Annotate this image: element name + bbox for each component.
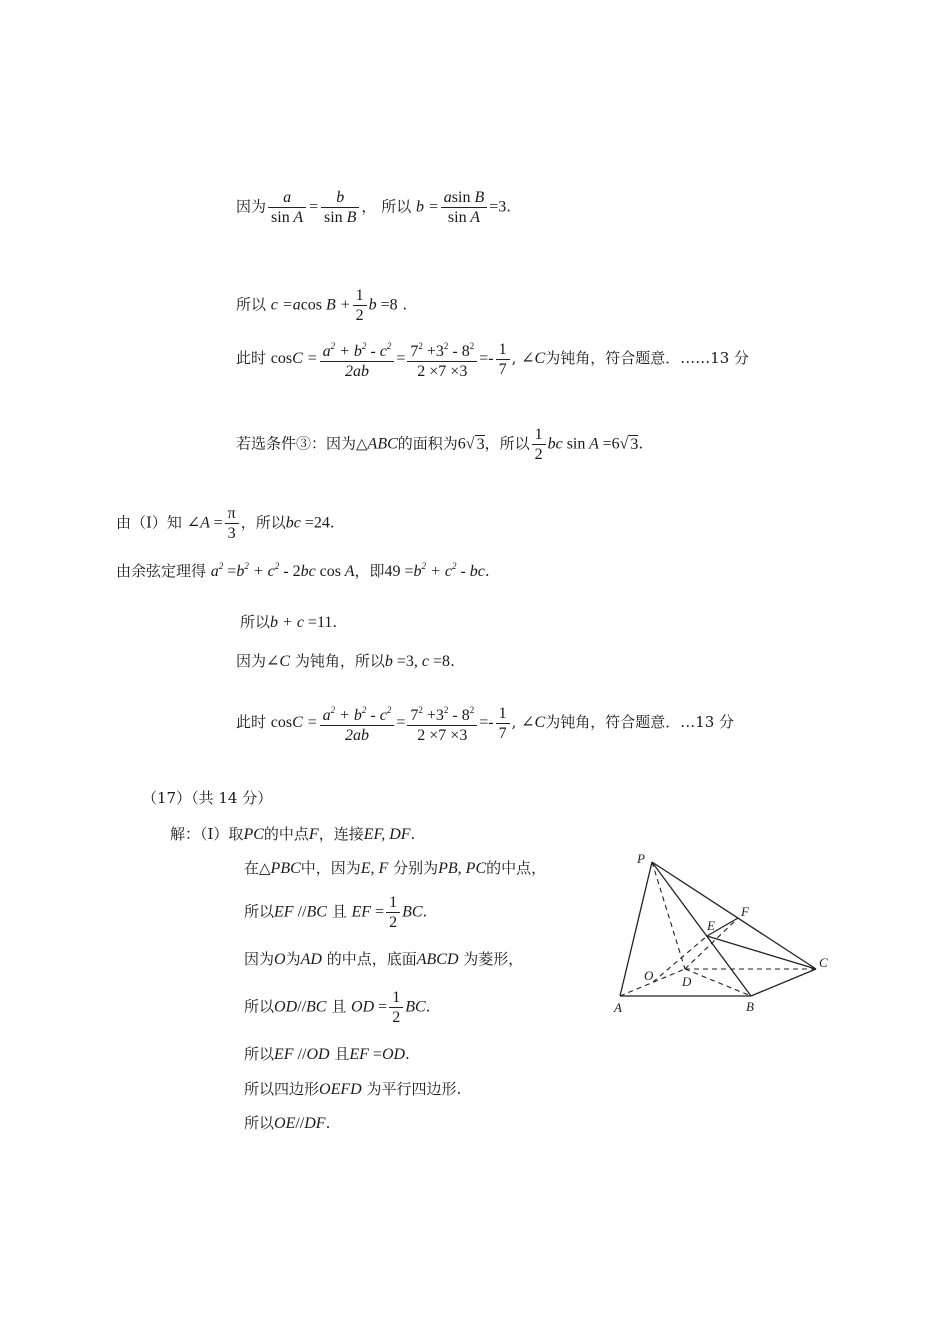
line-sine-law: 因为 $\frac{a}{\text{sin A}}$ = $\frac{b}{\text{sin B}}$ ， 所以 b = $\frac{\text{asin B}}{\text{sin A}}$ =3. [236, 189, 512, 226]
line-cosC-1: 此时 cosC = $\frac{a^2 + b^2 - c^2}{2ab}$ = $\frac{7^2 +3^2 - 8^2}{2 \times 7 \times 3}$ =- $\frac{1}{7}$ , ∠C为钝角，符合题意．……13 分 [236, 337, 749, 381]
line-cosine-law: 由余弦定理得 $a^2 =b^2 + c^2 - 2bc$ cos A，即$49 =b^2 + c^2$ - bc. [116, 561, 490, 580]
label-O: O [644, 968, 654, 983]
fraction-pi-third: $\frac{\pi}{3}$ [225, 504, 239, 543]
fraction-cos-numeric: $\frac{7^2 +3^2 - 8^2}{2 \times 7 \times 3}$ [407, 337, 477, 381]
label-A: A [614, 1000, 622, 1015]
edge-PC [652, 862, 816, 969]
solution-step-1: 解：（Ⅰ）取PC的中点F，连接EF, DF. [170, 825, 416, 843]
solution-step-5: 所以OD//BC 且 OD = $\frac{1}{2}$ BC. [244, 989, 431, 1026]
line-cosC-2: 此时 cosC = $\frac{a^2 + b^2 - c^2}{2ab}$ = $\frac{7^2 +3^2 - 8^2}{2 \times 7 \times 3}$ =- $\frac{1}{7}$ , ∠C为钝角，符合题意．…13 分 [236, 701, 734, 745]
label-B: B [746, 999, 754, 1014]
label-D: D [682, 974, 692, 989]
edge-PB [652, 862, 751, 996]
label-P: P [637, 851, 645, 866]
fraction-a-sinA: $\frac{a}{\text{sin A}}$ [268, 188, 306, 227]
solution-step-6: 所以EF //OD 且EF =OD. [244, 1045, 410, 1063]
fraction-asinB-sinA: $\frac{\text{asin B}}{\text{sin A}}$ [441, 188, 487, 227]
fraction-cos-law-2: $\frac{a^2 + b^2 - c^2}{2ab}$ [320, 701, 395, 745]
fraction-half: $\frac{1}{2}$ [353, 286, 367, 325]
line-c-value: 所以 c =acos B + $\frac{1}{2}$ b =8 . [236, 287, 408, 324]
solution-step-4: 因为O为AD 的中点，底面ABCD 为菱形， [244, 950, 524, 968]
label-C: C [819, 955, 828, 970]
fraction-half-2: $\frac{1}{2}$ [532, 425, 546, 464]
solution-step-2: 在△PBC中，因为E, F 分别为PB, PC的中点， [244, 859, 547, 877]
fraction-half-4: $\frac{1}{2}$ [389, 988, 403, 1027]
line-angle-A: 由（I）知 ∠A = $\frac{\pi}{3}$ ，所以bc =24. [116, 505, 335, 542]
label-F: F [741, 904, 749, 919]
edge-PD [652, 862, 685, 969]
line-b-plus-c: 所以b + c =11. [240, 613, 338, 631]
edge-OE [653, 936, 707, 982]
solution-step-8: 所以OE//DF. [244, 1114, 331, 1132]
edge-BC [751, 969, 816, 996]
problem-header: （17）（共 14 分） [142, 789, 273, 807]
line-b-c-values: 因为∠C 为钝角，所以b =3, c =8. [236, 652, 455, 670]
fraction-b-sinB: $\frac{b}{\text{sin B}}$ [321, 188, 359, 227]
fraction-cos-law: $\frac{a^2 + b^2 - c^2}{2ab}$ [320, 337, 395, 381]
fraction-minus-seventh-2: $\frac{1}{7}$ [496, 704, 510, 743]
solution-step-7: 所以四边形OEFD 为平行四边形. [244, 1080, 462, 1098]
fraction-cos-numeric-2: $\frac{7^2 +3^2 - 8^2}{2 \times 7 \times 3}$ [407, 701, 477, 745]
fraction-minus-seventh: $\frac{1}{7}$ [496, 340, 510, 379]
solution-step-3: 所以EF //BC 且 EF = $\frac{1}{2}$ BC. [244, 894, 428, 931]
edge-EC [707, 936, 816, 969]
pyramid-figure [600, 845, 840, 1025]
fraction-half-3: $\frac{1}{2}$ [386, 893, 400, 932]
line-condition-3: 若选条件③：因为△ABC的面积为6√ 3，所以 $\frac{1}{2}$ bc sin A =6√ 3. [236, 426, 644, 463]
label-E: E [707, 918, 715, 933]
